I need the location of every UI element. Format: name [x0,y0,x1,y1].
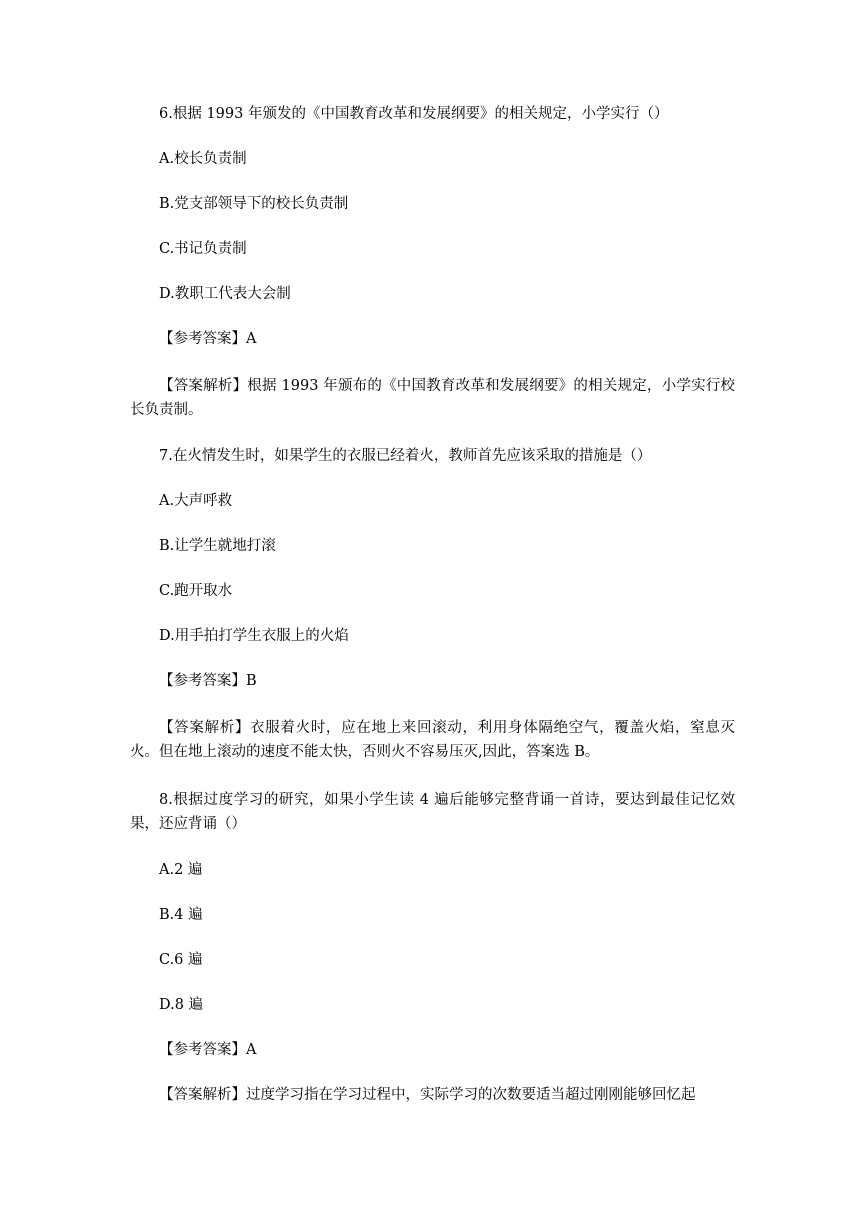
question-8-answer: 【参考答案】A [159,1042,257,1058]
question-7-option-a: A.大声呼救 [159,493,233,509]
question-6-option-a: A.校长负责制 [159,151,247,167]
question-6-option-c: C.书记负责制 [159,241,247,257]
question-6-option-b: B.党支部领导下的校长负责制 [159,196,349,212]
question-7-option-d: D.用手拍打学生衣服上的火焰 [159,628,349,644]
question-6-analysis: 【答案解析】根据 1993 年颁布的《中国教育改革和发展纲要》的相关规定，小学实行校长负责制。 [130,378,735,418]
question-6-stem: 6.根据 1993 年颁发的《中国教育改革和发展纲要》的相关规定，小学实行（） [159,106,669,122]
question-6-answer: 【参考答案】A [159,331,257,347]
question-8-analysis: 【答案解析】过度学习指在学习过程中，实际学习的次数要适当超过刚刚能够回忆起 [159,1087,696,1103]
question-7-stem: 7.在火情发生时，如果学生的衣服已经着火，教师首先应该采取的措施是（） [159,448,652,464]
question-8-option-c: C.6 遍 [159,952,203,968]
question-6-option-d: D.教职工代表大会制 [159,286,291,302]
question-7-option-c: C.跑开取水 [159,583,233,599]
question-7-analysis: 【答案解析】衣服着火时，应在地上来回滚动，利用身体隔绝空气，覆盖火焰，窒息灭火。但在地上滚动的速度不能太快，否则火不容易压灭,因此，答案选 B。 [130,720,735,760]
question-8-stem: 8.根据过度学习的研究，如果小学生读 4 遍后能够完整背诵一首诗，要达到最佳记忆效果，还应背诵（） [130,792,735,832]
question-8-option-d: D.8 遍 [159,997,204,1013]
question-7-option-b: B.让学生就地打滚 [159,538,276,554]
question-7-answer: 【参考答案】B [159,673,257,689]
question-8-option-b: B.4 遍 [159,907,203,923]
question-8-option-a: A.2 遍 [159,862,203,878]
